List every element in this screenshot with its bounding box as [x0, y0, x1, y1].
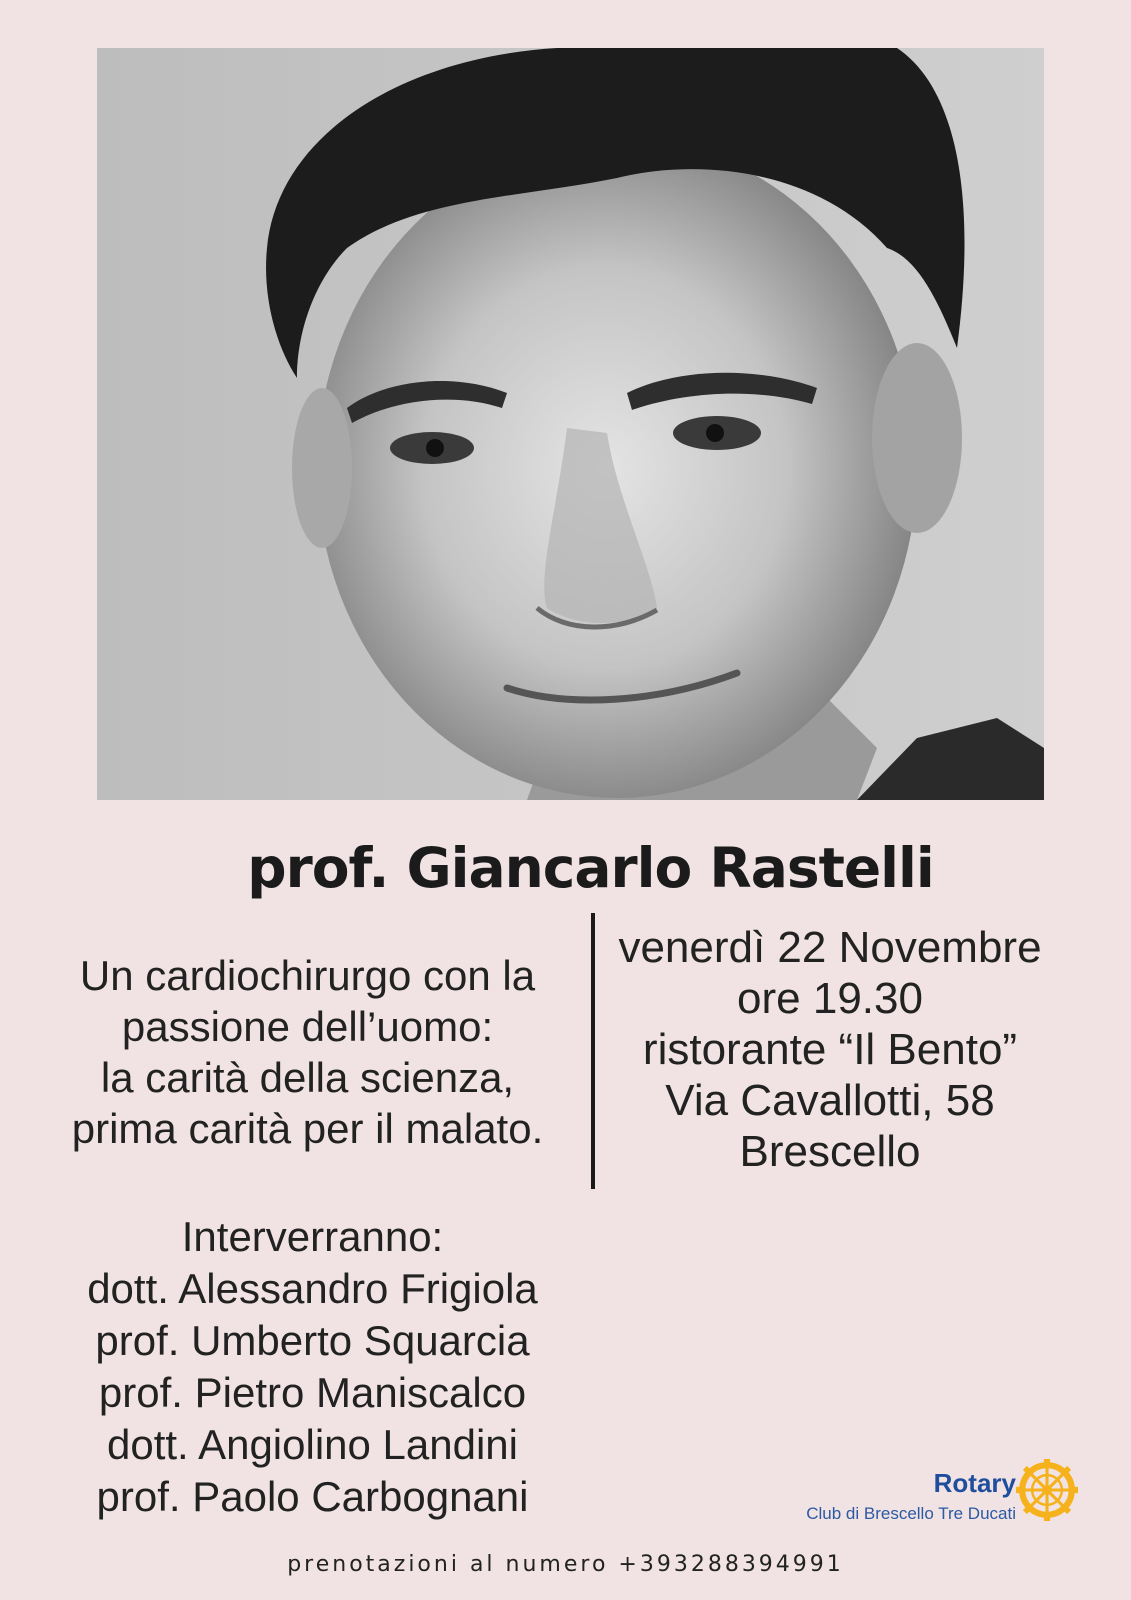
- speaker-item: dott. Alessandro Frigiola: [87, 1265, 538, 1312]
- speaker-item: prof. Paolo Carbognani: [96, 1473, 529, 1520]
- portrait-photo: [97, 48, 1044, 800]
- rotary-club-name: Club di Brescello Tre Ducati: [806, 1504, 1016, 1523]
- booking-info: prenotazioni al numero +393288394991: [287, 1552, 844, 1577]
- portrait-image: [97, 48, 1044, 800]
- event-time: ore 19.30: [737, 974, 923, 1023]
- tagline-line: passione dell’uomo:: [121, 1003, 494, 1050]
- speakers-section: [20, 1211, 605, 1523]
- speakers-heading: Interverranno:: [181, 1213, 444, 1260]
- tagline-line: la carità della scienza,: [100, 1054, 515, 1101]
- speaker-name-title: prof. Giancarlo Rastelli: [247, 836, 934, 900]
- tagline: [20, 950, 595, 1154]
- speaker-item: prof. Pietro Maniscalco: [98, 1369, 527, 1416]
- rotary-wordmark: Rotary: [933, 1468, 1016, 1498]
- event-address: Via Cavallotti, 58: [665, 1076, 995, 1125]
- rotary-logo: [808, 1458, 1108, 1526]
- event-date: venerdì 22 Novembre: [618, 923, 1042, 972]
- tagline-line: Un cardiochirurgo con la: [79, 952, 536, 999]
- rotary-wheel-icon: [1016, 1459, 1078, 1521]
- tagline-line: prima carità per il malato.: [71, 1105, 544, 1152]
- speaker-item: dott. Angiolino Landini: [107, 1421, 518, 1468]
- speaker-item: prof. Umberto Squarcia: [95, 1317, 530, 1364]
- event-venue: ristorante “Il Bento”: [642, 1025, 1018, 1074]
- event-details: [600, 922, 1060, 1177]
- event-city: Brescello: [739, 1127, 921, 1176]
